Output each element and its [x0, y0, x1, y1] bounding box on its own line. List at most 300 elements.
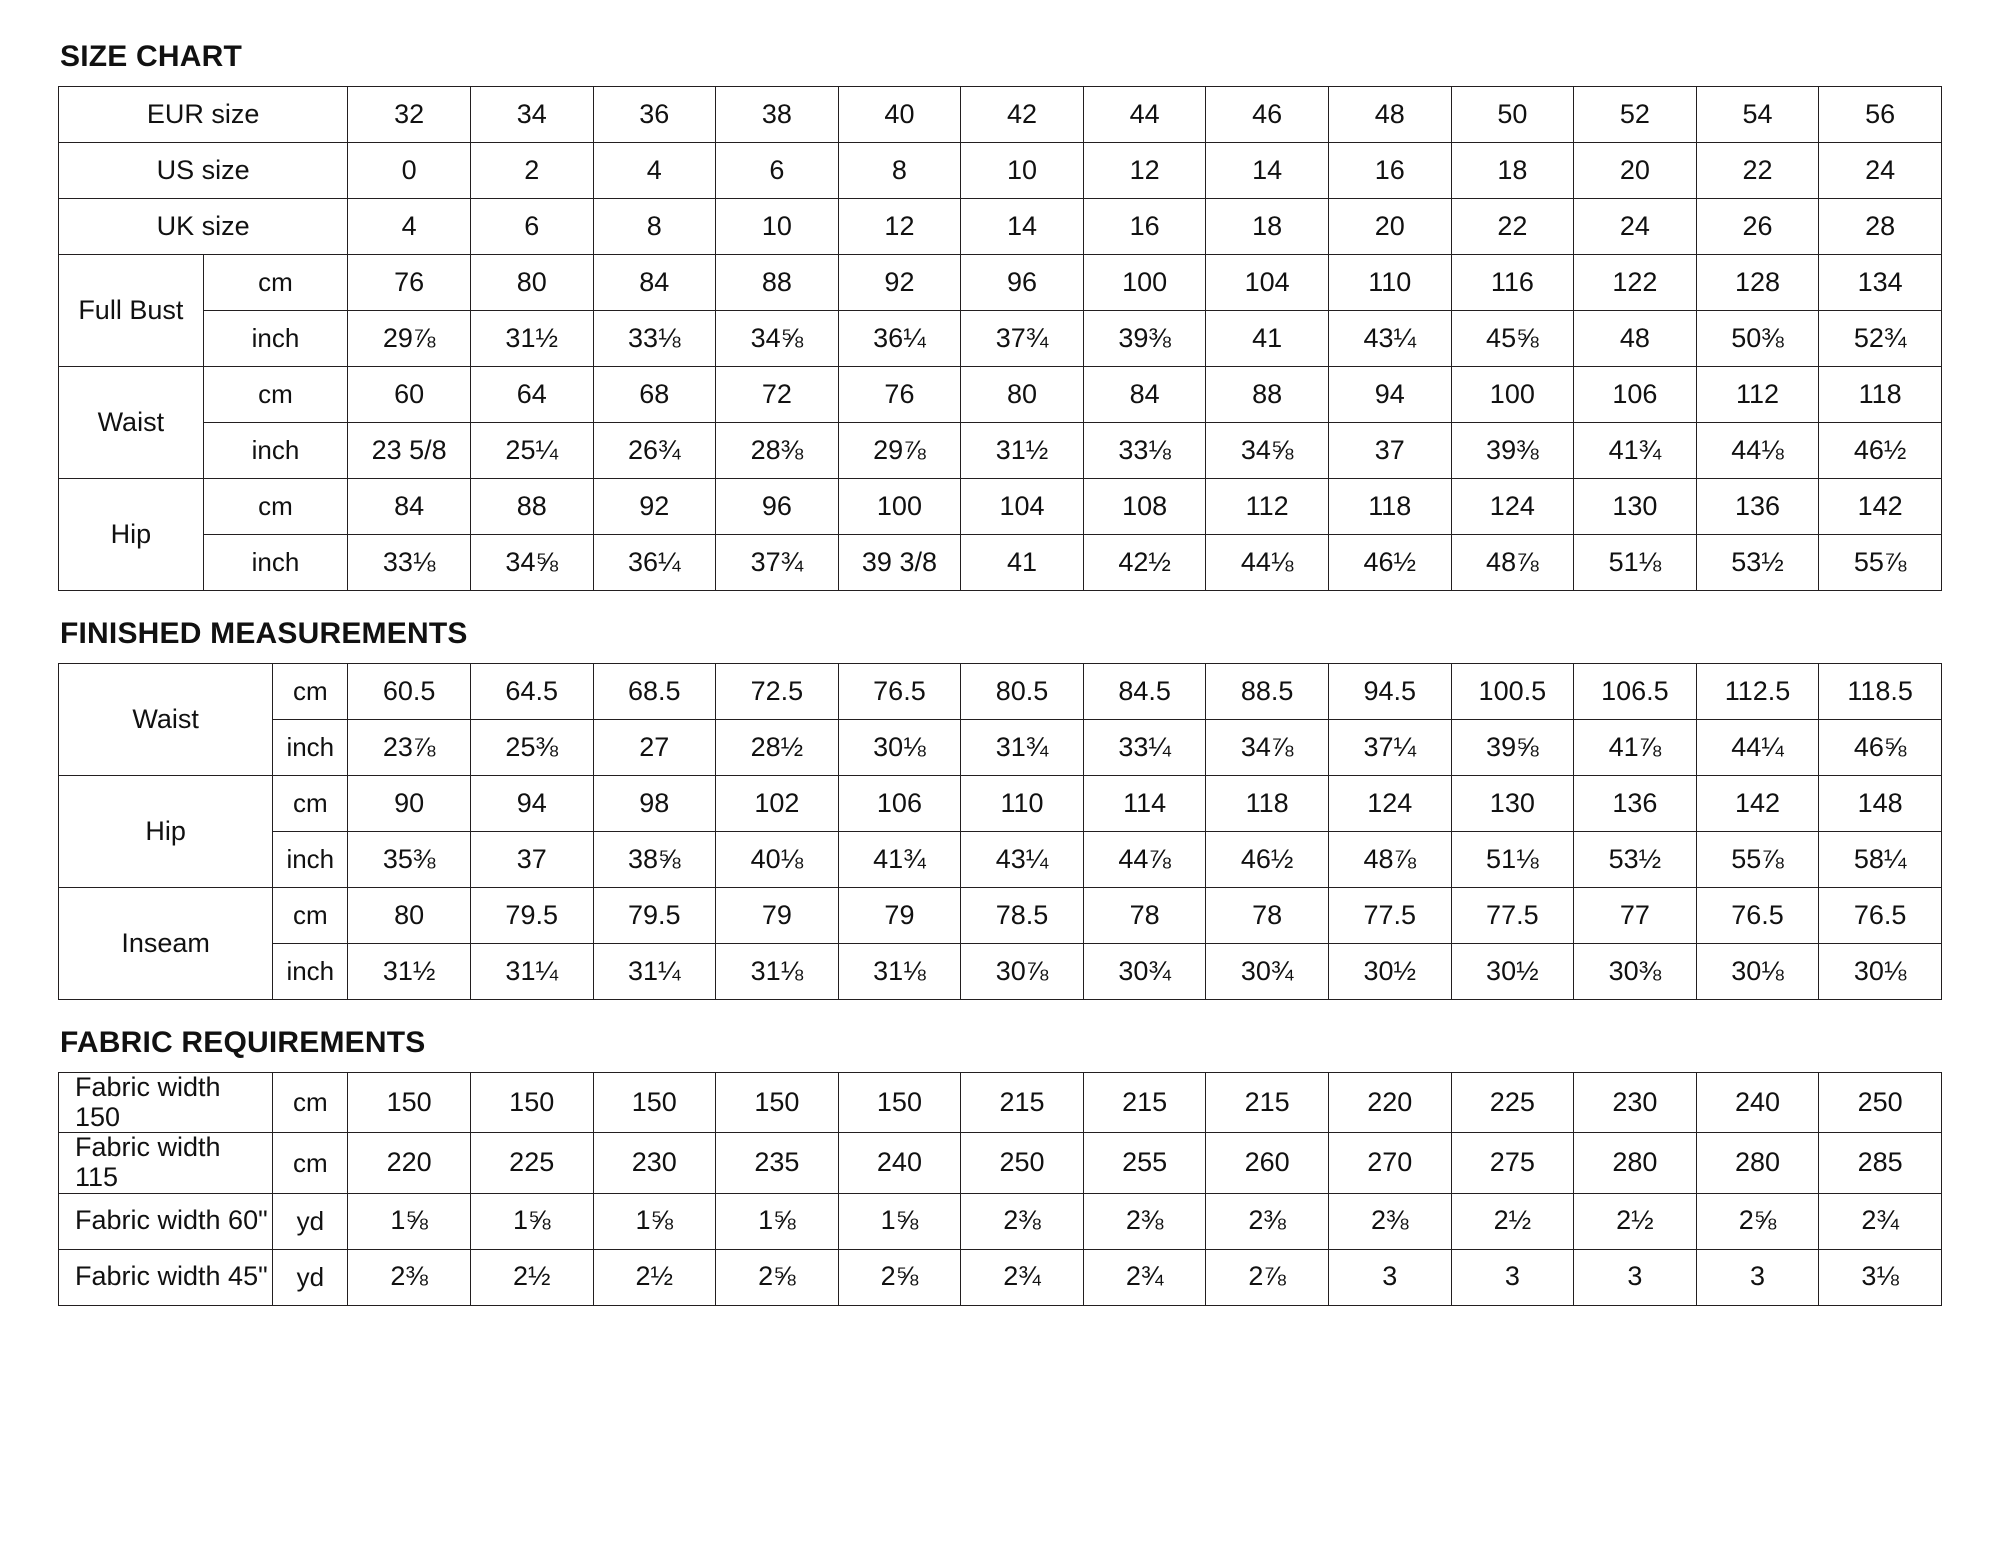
cell: 79.5	[470, 888, 593, 944]
cell: 2⅜	[1328, 1193, 1451, 1249]
cell: 94	[1328, 367, 1451, 423]
table-row	[59, 479, 1942, 535]
row-label: Fabric width 115	[59, 1133, 273, 1193]
cell: 31½	[961, 423, 1084, 479]
cell: 44⅛	[1206, 535, 1329, 591]
cell: 56	[1819, 87, 1942, 143]
cell: 240	[838, 1133, 961, 1193]
unit-cell: inch	[273, 944, 348, 1000]
cell: 1⅝	[593, 1193, 716, 1249]
cell: 41¾	[838, 832, 961, 888]
cell: 40⅛	[716, 832, 839, 888]
cell: 42	[961, 87, 1084, 143]
row-label: UK size	[59, 199, 348, 255]
cell: 150	[593, 1073, 716, 1133]
cell: 122	[1574, 255, 1697, 311]
cell: 2⅞	[1206, 1249, 1329, 1305]
unit-cell: inch	[203, 423, 348, 479]
cell: 33¼	[1083, 720, 1206, 776]
cell: 4	[348, 199, 471, 255]
unit-cell: cm	[273, 1073, 348, 1133]
row-label: Fabric width 150	[59, 1073, 273, 1133]
cell: 2⅜	[1083, 1193, 1206, 1249]
cell: 130	[1574, 479, 1697, 535]
cell: 79	[838, 888, 961, 944]
cell: 78	[1083, 888, 1206, 944]
cell: 37	[1328, 423, 1451, 479]
cell: 84	[593, 255, 716, 311]
cell: 41	[1206, 311, 1329, 367]
cell: 88.5	[1206, 664, 1329, 720]
fabric-requirements-table	[58, 1072, 1942, 1306]
cell: 52	[1574, 87, 1697, 143]
cell: 35⅜	[348, 832, 471, 888]
cell: 108	[1083, 479, 1206, 535]
unit-cell: cm	[273, 776, 348, 832]
cell: 92	[593, 479, 716, 535]
table-row	[59, 535, 1942, 591]
cell: 148	[1819, 776, 1942, 832]
cell: 88	[1206, 367, 1329, 423]
cell: 31¾	[961, 720, 1084, 776]
table-row	[59, 255, 1942, 311]
cell: 48	[1574, 311, 1697, 367]
cell: 80	[348, 888, 471, 944]
cell: 142	[1819, 479, 1942, 535]
cell: 2¾	[961, 1249, 1084, 1305]
cell: 40	[838, 87, 961, 143]
cell: 29⅞	[348, 311, 471, 367]
cell: 14	[961, 199, 1084, 255]
cell: 39⅜	[1451, 423, 1574, 479]
cell: 29⅞	[838, 423, 961, 479]
cell: 54	[1696, 87, 1819, 143]
table-row	[59, 776, 1942, 832]
cell: 34⅝	[470, 535, 593, 591]
cell: 18	[1206, 199, 1329, 255]
row-label: EUR size	[59, 87, 348, 143]
cell: 18	[1451, 143, 1574, 199]
cell: 16	[1328, 143, 1451, 199]
unit-cell: cm	[203, 367, 348, 423]
cell: 76.5	[1696, 888, 1819, 944]
cell: 215	[961, 1073, 1084, 1133]
table-row	[59, 311, 1942, 367]
cell: 250	[1819, 1073, 1942, 1133]
cell: 84.5	[1083, 664, 1206, 720]
cell: 52¾	[1819, 311, 1942, 367]
cell: 76	[348, 255, 471, 311]
cell: 30½	[1328, 944, 1451, 1000]
cell: 8	[838, 143, 961, 199]
cell: 96	[716, 479, 839, 535]
cell: 112	[1206, 479, 1329, 535]
cell: 90	[348, 776, 471, 832]
cell: 77.5	[1328, 888, 1451, 944]
cell: 100.5	[1451, 664, 1574, 720]
cell: 30⅜	[1574, 944, 1697, 1000]
row-label: Fabric width 45"	[59, 1249, 273, 1305]
finished-measurements-title: FINISHED MEASUREMENTS	[60, 617, 468, 650]
cell: 41¾	[1574, 423, 1697, 479]
cell: 27	[593, 720, 716, 776]
cell: 22	[1696, 143, 1819, 199]
cell: 3⅛	[1819, 1249, 1942, 1305]
cell: 142	[1696, 776, 1819, 832]
cell: 44¼	[1696, 720, 1819, 776]
cell: 30⅛	[838, 720, 961, 776]
cell: 118	[1819, 367, 1942, 423]
cell: 36¼	[593, 535, 716, 591]
cell: 22	[1451, 199, 1574, 255]
cell: 41⅞	[1574, 720, 1697, 776]
cell: 2½	[1451, 1193, 1574, 1249]
row-label: US size	[59, 143, 348, 199]
cell: 64	[470, 367, 593, 423]
group-label-hip: Hip	[59, 776, 273, 888]
cell: 33⅛	[593, 311, 716, 367]
cell: 88	[470, 479, 593, 535]
cell: 92	[838, 255, 961, 311]
cell: 68	[593, 367, 716, 423]
group-label-inseam: Inseam	[59, 888, 273, 1000]
size-chart-title: SIZE CHART	[60, 40, 242, 73]
cell: 100	[1451, 367, 1574, 423]
cell: 1⅝	[716, 1193, 839, 1249]
unit-cell: cm	[203, 255, 348, 311]
cell: 46½	[1206, 832, 1329, 888]
cell: 6	[470, 199, 593, 255]
cell: 55⅞	[1696, 832, 1819, 888]
cell: 68.5	[593, 664, 716, 720]
cell: 51⅛	[1451, 832, 1574, 888]
cell: 34⅝	[716, 311, 839, 367]
cell: 39 3/8	[838, 535, 961, 591]
cell: 10	[716, 199, 839, 255]
cell: 118.5	[1819, 664, 1942, 720]
cell: 2⅝	[1696, 1193, 1819, 1249]
cell: 50	[1451, 87, 1574, 143]
table-row	[59, 664, 1942, 720]
cell: 51⅛	[1574, 535, 1697, 591]
cell: 60	[348, 367, 471, 423]
cell: 2	[470, 143, 593, 199]
cell: 46	[1206, 87, 1329, 143]
table-row	[59, 143, 1942, 199]
cell: 112	[1696, 367, 1819, 423]
unit-cell: yd	[273, 1249, 348, 1305]
cell: 280	[1574, 1133, 1697, 1193]
table-row	[59, 944, 1942, 1000]
cell: 230	[1574, 1073, 1697, 1133]
cell: 2⅜	[1206, 1193, 1329, 1249]
cell: 2⅜	[348, 1249, 471, 1305]
cell: 46½	[1328, 535, 1451, 591]
cell: 80	[470, 255, 593, 311]
cell: 37	[470, 832, 593, 888]
cell: 34⅞	[1206, 720, 1329, 776]
cell: 31½	[470, 311, 593, 367]
cell: 136	[1696, 479, 1819, 535]
cell: 96	[961, 255, 1084, 311]
cell: 285	[1819, 1133, 1942, 1193]
cell: 48⅞	[1328, 832, 1451, 888]
cell: 36¼	[838, 311, 961, 367]
unit-cell: cm	[273, 1133, 348, 1193]
table-row	[59, 1249, 1942, 1305]
cell: 2⅝	[838, 1249, 961, 1305]
cell: 106	[1574, 367, 1697, 423]
cell: 230	[593, 1133, 716, 1193]
unit-cell: inch	[273, 720, 348, 776]
cell: 43¼	[961, 832, 1084, 888]
cell: 77	[1574, 888, 1697, 944]
cell: 130	[1451, 776, 1574, 832]
cell: 150	[470, 1073, 593, 1133]
cell: 6	[716, 143, 839, 199]
cell: 30⅛	[1819, 944, 1942, 1000]
cell: 275	[1451, 1133, 1574, 1193]
cell: 88	[716, 255, 839, 311]
cell: 100	[838, 479, 961, 535]
cell: 118	[1206, 776, 1329, 832]
table-row	[59, 1193, 1942, 1249]
unit-cell: cm	[273, 888, 348, 944]
group-label-waist: Waist	[59, 664, 273, 776]
cell: 30½	[1451, 944, 1574, 1000]
cell: 3	[1574, 1249, 1697, 1305]
cell: 28⅜	[716, 423, 839, 479]
cell: 48	[1328, 87, 1451, 143]
cell: 110	[961, 776, 1084, 832]
cell: 112.5	[1696, 664, 1819, 720]
table-row	[59, 87, 1942, 143]
cell: 220	[1328, 1073, 1451, 1133]
cell: 46½	[1819, 423, 1942, 479]
table-row	[59, 423, 1942, 479]
cell: 102	[716, 776, 839, 832]
cell: 37¼	[1328, 720, 1451, 776]
cell: 39⅝	[1451, 720, 1574, 776]
cell: 2½	[1574, 1193, 1697, 1249]
cell: 14	[1206, 143, 1329, 199]
cell: 31¼	[593, 944, 716, 1000]
cell: 64.5	[470, 664, 593, 720]
cell: 280	[1696, 1133, 1819, 1193]
unit-cell: cm	[273, 664, 348, 720]
cell: 260	[1206, 1133, 1329, 1193]
cell: 16	[1083, 199, 1206, 255]
cell: 76.5	[1819, 888, 1942, 944]
cell: 250	[961, 1133, 1084, 1193]
cell: 42½	[1083, 535, 1206, 591]
cell: 106.5	[1574, 664, 1697, 720]
cell: 215	[1083, 1073, 1206, 1133]
unit-cell: yd	[273, 1193, 348, 1249]
cell: 46⅝	[1819, 720, 1942, 776]
cell: 80	[961, 367, 1084, 423]
cell: 2¾	[1083, 1249, 1206, 1305]
cell: 79.5	[593, 888, 716, 944]
cell: 124	[1328, 776, 1451, 832]
cell: 150	[716, 1073, 839, 1133]
cell: 94.5	[1328, 664, 1451, 720]
cell: 28½	[716, 720, 839, 776]
cell: 2¾	[1819, 1193, 1942, 1249]
table-row	[59, 1073, 1942, 1133]
cell: 270	[1328, 1133, 1451, 1193]
cell: 36	[593, 87, 716, 143]
cell: 94	[470, 776, 593, 832]
cell: 58¼	[1819, 832, 1942, 888]
cell: 215	[1206, 1073, 1329, 1133]
fabric-requirements-title: FABRIC REQUIREMENTS	[60, 1026, 426, 1059]
cell: 23⅞	[348, 720, 471, 776]
table-row	[59, 720, 1942, 776]
table-row	[59, 888, 1942, 944]
cell: 44	[1083, 87, 1206, 143]
cell: 225	[470, 1133, 593, 1193]
cell: 38	[716, 87, 839, 143]
cell: 76	[838, 367, 961, 423]
cell: 110	[1328, 255, 1451, 311]
cell: 3	[1451, 1249, 1574, 1305]
cell: 30⅞	[961, 944, 1084, 1000]
cell: 72.5	[716, 664, 839, 720]
cell: 84	[1083, 367, 1206, 423]
cell: 24	[1819, 143, 1942, 199]
cell: 2⅝	[716, 1249, 839, 1305]
cell: 33⅛	[1083, 423, 1206, 479]
cell: 38⅝	[593, 832, 716, 888]
cell: 43¼	[1328, 311, 1451, 367]
cell: 20	[1574, 143, 1697, 199]
cell: 118	[1328, 479, 1451, 535]
group-label-waist: Waist	[59, 367, 204, 479]
cell: 1⅝	[838, 1193, 961, 1249]
cell: 76.5	[838, 664, 961, 720]
cell: 72	[716, 367, 839, 423]
cell: 225	[1451, 1073, 1574, 1133]
cell: 1⅝	[470, 1193, 593, 1249]
cell: 30¾	[1083, 944, 1206, 1000]
cell: 37¾	[961, 311, 1084, 367]
cell: 235	[716, 1133, 839, 1193]
cell: 25⅜	[470, 720, 593, 776]
cell: 26¾	[593, 423, 716, 479]
cell: 55⅞	[1819, 535, 1942, 591]
cell: 31⅛	[716, 944, 839, 1000]
cell: 220	[348, 1133, 471, 1193]
cell: 100	[1083, 255, 1206, 311]
cell: 0	[348, 143, 471, 199]
cell: 2½	[470, 1249, 593, 1305]
cell: 78.5	[961, 888, 1084, 944]
cell: 3	[1328, 1249, 1451, 1305]
cell: 20	[1328, 199, 1451, 255]
table-row	[59, 1133, 1942, 1193]
cell: 104	[1206, 255, 1329, 311]
table-row	[59, 367, 1942, 423]
unit-cell: inch	[273, 832, 348, 888]
row-label: Fabric width 60"	[59, 1193, 273, 1249]
cell: 44⅛	[1696, 423, 1819, 479]
cell: 31⅛	[838, 944, 961, 1000]
cell: 37¾	[716, 535, 839, 591]
table-row	[59, 832, 1942, 888]
cell: 31½	[348, 944, 471, 1000]
cell: 25¼	[470, 423, 593, 479]
cell: 60.5	[348, 664, 471, 720]
cell: 34⅝	[1206, 423, 1329, 479]
unit-cell: inch	[203, 311, 348, 367]
cell: 34	[470, 87, 593, 143]
finished-measurements-table	[58, 663, 1942, 1000]
cell: 45⅝	[1451, 311, 1574, 367]
cell: 114	[1083, 776, 1206, 832]
cell: 98	[593, 776, 716, 832]
cell: 26	[1696, 199, 1819, 255]
cell: 255	[1083, 1133, 1206, 1193]
unit-cell: inch	[203, 535, 348, 591]
cell: 2⅜	[961, 1193, 1084, 1249]
cell: 12	[838, 199, 961, 255]
cell: 41	[961, 535, 1084, 591]
group-label-hip: Hip	[59, 479, 204, 591]
cell: 3	[1696, 1249, 1819, 1305]
cell: 8	[593, 199, 716, 255]
cell: 30⅛	[1696, 944, 1819, 1000]
cell: 12	[1083, 143, 1206, 199]
cell: 104	[961, 479, 1084, 535]
cell: 39⅜	[1083, 311, 1206, 367]
cell: 84	[348, 479, 471, 535]
cell: 48⅞	[1451, 535, 1574, 591]
cell: 28	[1819, 199, 1942, 255]
group-label-full-bust: Full Bust	[59, 255, 204, 367]
cell: 44⅞	[1083, 832, 1206, 888]
cell: 30¾	[1206, 944, 1329, 1000]
cell: 106	[838, 776, 961, 832]
cell: 134	[1819, 255, 1942, 311]
size-chart-table	[58, 86, 1942, 591]
cell: 10	[961, 143, 1084, 199]
unit-cell: cm	[203, 479, 348, 535]
cell: 1⅝	[348, 1193, 471, 1249]
cell: 116	[1451, 255, 1574, 311]
cell: 136	[1574, 776, 1697, 832]
cell: 4	[593, 143, 716, 199]
cell: 24	[1574, 199, 1697, 255]
cell: 33⅛	[348, 535, 471, 591]
cell: 150	[838, 1073, 961, 1133]
cell: 128	[1696, 255, 1819, 311]
table-row	[59, 199, 1942, 255]
cell: 31¼	[470, 944, 593, 1000]
cell: 53½	[1696, 535, 1819, 591]
cell: 78	[1206, 888, 1329, 944]
cell: 79	[716, 888, 839, 944]
cell: 77.5	[1451, 888, 1574, 944]
cell: 50⅜	[1696, 311, 1819, 367]
cell: 80.5	[961, 664, 1084, 720]
cell: 150	[348, 1073, 471, 1133]
cell: 124	[1451, 479, 1574, 535]
cell: 240	[1696, 1073, 1819, 1133]
cell: 23 5/8	[348, 423, 471, 479]
cell: 53½	[1574, 832, 1697, 888]
cell: 2½	[593, 1249, 716, 1305]
